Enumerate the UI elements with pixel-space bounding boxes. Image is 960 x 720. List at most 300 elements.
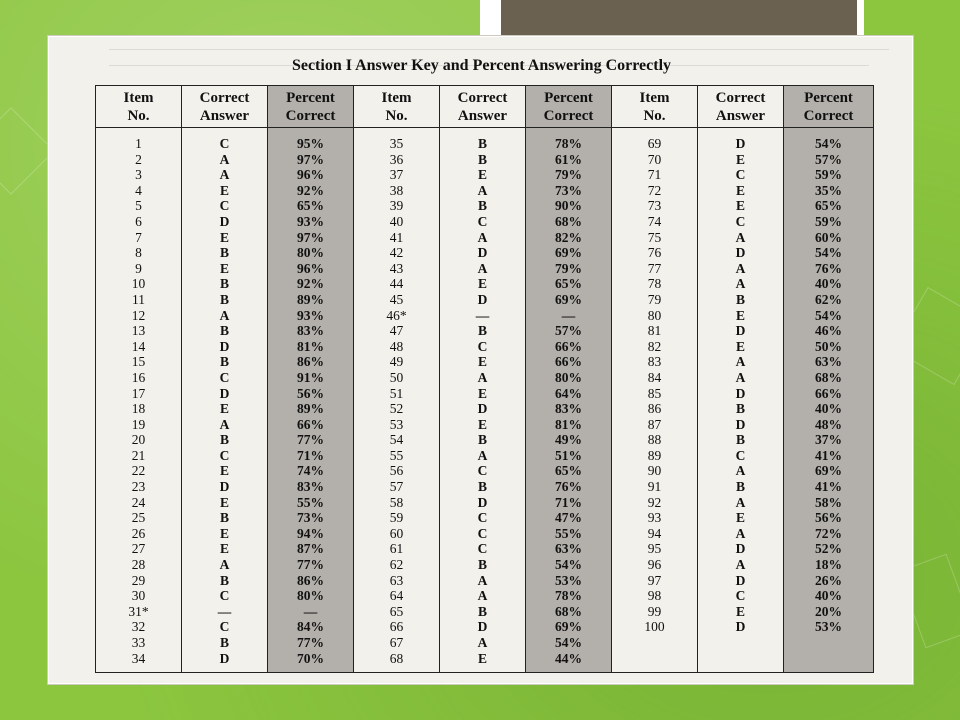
item-number: 37 — [389, 167, 404, 183]
percent-correct-column — [784, 128, 874, 673]
header-item-no — [96, 86, 182, 128]
correct-answer: A — [735, 229, 746, 245]
correct-answer: A — [735, 369, 746, 385]
scanned-document — [48, 36, 913, 684]
item-number-column — [96, 128, 182, 673]
correct-answer: A — [477, 635, 488, 650]
percent-correct: 93% — [297, 307, 324, 323]
correct-answer: D — [219, 650, 230, 666]
item-number: 44 — [389, 276, 404, 292]
percent-correct: 54% — [555, 557, 582, 573]
percent-correct: 89% — [297, 291, 324, 307]
percent-correct: 97% — [297, 229, 324, 245]
header-label-line: No. — [127, 107, 150, 124]
item-number: 13 — [131, 323, 146, 339]
percent-correct-column — [268, 128, 354, 673]
item-number: 28 — [131, 557, 146, 573]
correct-answer: D — [735, 541, 746, 557]
percent-correct: 20% — [815, 603, 842, 619]
correct-answer: E — [219, 463, 229, 479]
correct-answer: B — [735, 291, 745, 307]
percent-correct: 55% — [555, 525, 582, 541]
correct-answer: E — [477, 276, 487, 292]
header-label-line: Correct — [199, 89, 250, 106]
item-number: 43 — [389, 260, 404, 276]
correct-answer: E — [735, 338, 745, 354]
percent-correct: 59% — [815, 167, 842, 183]
percent-correct: 83% — [297, 323, 324, 339]
correct-answer: B — [477, 151, 487, 167]
percent-correct: 74% — [297, 463, 324, 479]
item-number: 45 — [389, 291, 404, 307]
header-label-line: Percent — [804, 89, 853, 106]
header-label-line: Correct — [543, 107, 594, 124]
percent-correct: 44% — [555, 650, 582, 666]
percent-correct: 55% — [297, 494, 324, 510]
item-number: 26 — [131, 525, 146, 541]
correct-answer: C — [219, 198, 230, 214]
percent-correct: 62% — [815, 291, 842, 307]
percent-correct: 65% — [555, 276, 582, 292]
percent-correct: 40% — [815, 276, 842, 292]
percent-correct-column — [526, 128, 612, 673]
correct-answer: E — [477, 354, 487, 370]
correct-answer: B — [735, 401, 745, 417]
percent-correct: 89% — [297, 401, 324, 417]
correct-answer: B — [219, 323, 229, 339]
percent-correct: 69% — [555, 291, 582, 307]
correct-answer: D — [735, 245, 746, 261]
percent-correct: 54% — [815, 307, 842, 323]
slide-decoration-block — [501, 0, 857, 40]
percent-correct: 58% — [815, 494, 842, 510]
item-number: 93 — [647, 510, 662, 526]
percent-correct: 41% — [815, 479, 842, 495]
percent-correct: 73% — [297, 510, 324, 526]
item-number: 11 — [132, 291, 145, 307]
item-number: 68 — [389, 650, 404, 666]
correct-answer: E — [477, 650, 487, 666]
item-number: 19 — [131, 416, 146, 432]
correct-answer: A — [219, 151, 230, 167]
correct-answer: A — [477, 182, 488, 198]
item-number: 90 — [647, 463, 662, 479]
item-number: 48 — [389, 338, 404, 354]
percent-correct: 51% — [555, 447, 582, 463]
item-number: 77 — [647, 260, 662, 276]
correct-answer: A — [219, 307, 230, 323]
header-label-line: Correct — [457, 89, 508, 106]
percent-correct: 92% — [297, 276, 324, 292]
item-number: 64 — [389, 588, 404, 604]
correct-answer: E — [735, 182, 745, 198]
header-label-line: Percent — [544, 89, 593, 106]
percent-correct: 78% — [555, 588, 582, 604]
item-number: 65 — [389, 603, 404, 619]
item-number: 83 — [647, 354, 662, 370]
percent-correct: 77% — [297, 432, 324, 448]
correct-answer: E — [219, 260, 229, 276]
header-label-line: Correct — [803, 107, 854, 124]
header-label-line: Item — [639, 89, 670, 106]
item-number: 35 — [389, 136, 404, 151]
percent-correct: — — [561, 307, 576, 323]
percent-correct: 57% — [555, 323, 582, 339]
item-number-column — [354, 128, 440, 673]
percent-correct: 56% — [815, 510, 842, 526]
header-label-line: Correct — [285, 107, 336, 124]
percent-correct: 53% — [555, 572, 582, 588]
item-number: 30 — [131, 588, 146, 604]
correct-answer: D — [219, 213, 230, 229]
correct-answer: D — [735, 416, 746, 432]
item-number: 53 — [389, 416, 404, 432]
percent-correct: 65% — [815, 198, 842, 214]
correct-answer: C — [477, 463, 488, 479]
percent-correct: — — [303, 603, 318, 619]
correct-answer: C — [477, 525, 488, 541]
correct-answer: C — [735, 213, 746, 229]
correct-answer: B — [219, 245, 229, 261]
percent-correct: 79% — [555, 167, 582, 183]
percent-correct: 54% — [815, 136, 842, 151]
correct-answer: E — [219, 525, 229, 541]
percent-correct: 93% — [297, 213, 324, 229]
correct-answer: — — [217, 603, 232, 619]
item-number-column — [612, 128, 698, 673]
percent-correct: 41% — [815, 447, 842, 463]
correct-answer: D — [735, 136, 746, 151]
item-number: 100 — [644, 619, 665, 635]
correct-answer: E — [219, 229, 229, 245]
percent-correct: 71% — [297, 447, 324, 463]
percent-correct: 94% — [297, 525, 324, 541]
item-number: 75 — [647, 229, 662, 245]
correct-answer: E — [477, 167, 487, 183]
correct-answer: D — [735, 572, 746, 588]
percent-correct: 80% — [297, 588, 324, 604]
item-number: 12 — [131, 307, 146, 323]
document-title: Section I Answer Key and Percent Answering Correctly — [291, 57, 672, 74]
percent-correct: 64% — [555, 385, 582, 401]
item-number: 88 — [647, 432, 662, 448]
item-number: 32 — [131, 619, 146, 635]
correct-answer: B — [219, 291, 229, 307]
correct-answer: D — [735, 323, 746, 339]
item-number: 82 — [647, 338, 662, 354]
correct-answer: A — [477, 260, 488, 276]
correct-answer: D — [477, 291, 488, 307]
item-number: 70 — [647, 151, 662, 167]
percent-correct: 54% — [815, 245, 842, 261]
correct-answer: A — [735, 354, 746, 370]
percent-correct: 40% — [815, 588, 842, 604]
percent-correct: 96% — [297, 167, 324, 183]
item-number: 27 — [131, 541, 146, 557]
correct-answer: B — [477, 432, 487, 448]
percent-correct: 69% — [555, 619, 582, 635]
item-number: 60 — [389, 525, 404, 541]
percent-correct: 48% — [815, 416, 842, 432]
correct-answer: E — [735, 307, 745, 323]
correct-answer: A — [477, 369, 488, 385]
correct-answer: D — [477, 494, 488, 510]
percent-correct: 26% — [815, 572, 842, 588]
item-number: 18 — [131, 401, 146, 417]
item-number: 47 — [389, 323, 404, 339]
item-number: 1 — [135, 136, 142, 151]
percent-correct: 57% — [815, 151, 842, 167]
item-number: 99 — [647, 603, 662, 619]
percent-correct: 63% — [815, 354, 842, 370]
correct-answer: E — [219, 541, 229, 557]
item-number: 10 — [131, 276, 146, 292]
correct-answer: C — [735, 447, 746, 463]
item-number: 38 — [389, 182, 404, 198]
correct-answer: B — [477, 603, 487, 619]
item-number: 41 — [389, 229, 404, 245]
item-number: 55 — [389, 447, 404, 463]
item-number: 16 — [131, 369, 146, 385]
item-number: 94 — [647, 525, 662, 541]
item-number: 87 — [647, 416, 662, 432]
item-number: 42 — [389, 245, 404, 261]
percent-correct: 63% — [555, 541, 582, 557]
percent-correct: 80% — [555, 369, 582, 385]
item-number: 58 — [389, 494, 404, 510]
item-number: 9 — [135, 260, 142, 276]
percent-correct: 66% — [555, 338, 582, 354]
header-item-no — [354, 86, 440, 128]
correct-answer-column — [698, 128, 784, 673]
item-number: 66 — [389, 619, 404, 635]
percent-correct: 40% — [815, 401, 842, 417]
percent-correct: 54% — [555, 635, 582, 650]
item-number: 73 — [647, 198, 662, 214]
item-number: 81 — [647, 323, 662, 339]
percent-correct: 60% — [815, 229, 842, 245]
correct-answer: B — [477, 557, 487, 573]
item-number: 69 — [647, 136, 662, 151]
item-number: 24 — [131, 494, 146, 510]
correct-answer: E — [219, 182, 229, 198]
percent-correct: 69% — [555, 245, 582, 261]
percent-correct: 71% — [555, 494, 582, 510]
percent-correct: 91% — [297, 369, 324, 385]
item-number: 17 — [131, 385, 146, 401]
percent-correct: 76% — [555, 479, 582, 495]
percent-correct: 66% — [815, 385, 842, 401]
item-number: 39 — [389, 198, 404, 214]
item-number: 61 — [389, 541, 404, 557]
item-number: 80 — [647, 307, 662, 323]
percent-correct: 65% — [555, 463, 582, 479]
correct-answer: A — [477, 447, 488, 463]
correct-answer: C — [219, 588, 230, 604]
correct-answer: E — [219, 401, 229, 417]
item-number: 84 — [647, 369, 662, 385]
correct-answer: B — [735, 432, 745, 448]
percent-correct: 83% — [297, 479, 324, 495]
item-number: 97 — [647, 572, 662, 588]
percent-correct: 79% — [555, 260, 582, 276]
correct-answer: B — [219, 354, 229, 370]
header-label-line: Item — [123, 89, 154, 106]
correct-answer: A — [219, 167, 230, 183]
item-number: 85 — [647, 385, 662, 401]
correct-answer: E — [735, 510, 745, 526]
percent-correct: 81% — [555, 416, 582, 432]
correct-answer: E — [477, 385, 487, 401]
percent-correct: 78% — [555, 136, 582, 151]
background-hex-line — [0, 107, 55, 195]
percent-correct: 72% — [815, 525, 842, 541]
correct-answer: A — [735, 494, 746, 510]
item-number: 40 — [389, 213, 404, 229]
correct-answer: B — [219, 510, 229, 526]
header-label-line: Answer — [199, 107, 250, 124]
correct-answer: B — [219, 276, 229, 292]
percent-correct: 90% — [555, 198, 582, 214]
correct-answer: B — [219, 432, 229, 448]
header-correct-answer — [698, 86, 784, 128]
item-number: 86 — [647, 401, 662, 417]
header-label-line: No. — [643, 107, 666, 124]
percent-correct: 68% — [555, 603, 582, 619]
correct-answer: C — [477, 541, 488, 557]
item-number: 20 — [131, 432, 146, 448]
item-number: 4 — [135, 182, 142, 198]
header-percent-correct — [784, 86, 874, 128]
correct-answer: A — [735, 276, 746, 292]
correct-answer: B — [219, 635, 229, 650]
percent-correct: 49% — [555, 432, 582, 448]
header-label-line: Item — [381, 89, 412, 106]
item-number: 78 — [647, 276, 662, 292]
correct-answer: E — [219, 494, 229, 510]
percent-correct: 87% — [297, 541, 324, 557]
item-number: 6 — [135, 213, 142, 229]
item-number: 7 — [135, 229, 142, 245]
correct-answer: E — [735, 151, 745, 167]
correct-answer: C — [477, 510, 488, 526]
percent-correct: 96% — [297, 260, 324, 276]
correct-answer: B — [477, 323, 487, 339]
correct-answer: C — [219, 447, 230, 463]
item-number: 25 — [131, 510, 146, 526]
correct-answer: A — [735, 557, 746, 573]
item-number: 50 — [389, 369, 404, 385]
correct-answer-column — [440, 128, 526, 673]
item-number: 96 — [647, 557, 662, 573]
item-number: 59 — [389, 510, 404, 526]
item-number: 76 — [647, 245, 662, 261]
item-number: 34 — [131, 650, 146, 666]
correct-answer: B — [477, 198, 487, 214]
body-row — [96, 128, 874, 673]
percent-correct: 47% — [555, 510, 582, 526]
header-label-line: Percent — [286, 89, 335, 106]
correct-answer: A — [735, 525, 746, 541]
percent-correct: 56% — [297, 385, 324, 401]
item-number: 91 — [647, 479, 662, 495]
percent-correct: 50% — [815, 338, 842, 354]
header-correct-answer — [182, 86, 268, 128]
header-percent-correct — [526, 86, 612, 128]
item-number: 67 — [389, 635, 404, 650]
item-number: 31* — [128, 603, 149, 619]
item-number: 79 — [647, 291, 662, 307]
item-number: 29 — [131, 572, 146, 588]
percent-correct: 73% — [555, 182, 582, 198]
correct-answer: A — [219, 557, 230, 573]
correct-answer: A — [477, 572, 488, 588]
item-number: 74 — [647, 213, 662, 229]
correct-answer: C — [735, 588, 746, 604]
percent-correct: 69% — [815, 463, 842, 479]
percent-correct: 86% — [297, 354, 324, 370]
percent-correct: 68% — [555, 213, 582, 229]
correct-answer: A — [477, 229, 488, 245]
bleed-through-line — [109, 49, 889, 50]
item-number: 5 — [135, 198, 142, 214]
header-label-line: Answer — [457, 107, 508, 124]
item-number: 72 — [647, 182, 662, 198]
correct-answer: C — [735, 167, 746, 183]
correct-answer: D — [735, 619, 746, 635]
correct-answer: C — [219, 619, 230, 635]
item-number: 62 — [389, 557, 404, 573]
item-number: 21 — [131, 447, 146, 463]
item-number: 23 — [131, 479, 146, 495]
item-number: 98 — [647, 588, 662, 604]
correct-answer: C — [477, 213, 488, 229]
percent-correct: 86% — [297, 572, 324, 588]
header-correct-answer — [440, 86, 526, 128]
item-number: 89 — [647, 447, 662, 463]
percent-correct: 53% — [815, 619, 842, 635]
correct-answer: B — [219, 572, 229, 588]
correct-answer: E — [735, 198, 745, 214]
percent-correct: 52% — [815, 541, 842, 557]
percent-correct: 61% — [555, 151, 582, 167]
item-number: 71 — [647, 167, 662, 183]
percent-correct: 97% — [297, 151, 324, 167]
percent-correct: 80% — [297, 245, 324, 261]
item-number: 36 — [389, 151, 404, 167]
item-number: 63 — [389, 572, 404, 588]
item-number: 95 — [647, 541, 662, 557]
header-item-no — [612, 86, 698, 128]
percent-correct: 37% — [815, 432, 842, 448]
item-number: 8 — [135, 245, 142, 261]
item-number: 51 — [389, 385, 404, 401]
percent-correct: 68% — [815, 369, 842, 385]
correct-answer: A — [219, 416, 230, 432]
correct-answer: D — [477, 401, 488, 417]
correct-answer: A — [735, 260, 746, 276]
item-number: 57 — [389, 479, 404, 495]
percent-correct: 84% — [297, 619, 324, 635]
percent-correct: 77% — [297, 635, 324, 650]
percent-correct: 81% — [297, 338, 324, 354]
correct-answer: D — [477, 619, 488, 635]
header-percent-correct — [268, 86, 354, 128]
percent-correct: 83% — [555, 401, 582, 417]
correct-answer: B — [735, 479, 745, 495]
correct-answer: C — [477, 338, 488, 354]
item-number: 54 — [389, 432, 404, 448]
